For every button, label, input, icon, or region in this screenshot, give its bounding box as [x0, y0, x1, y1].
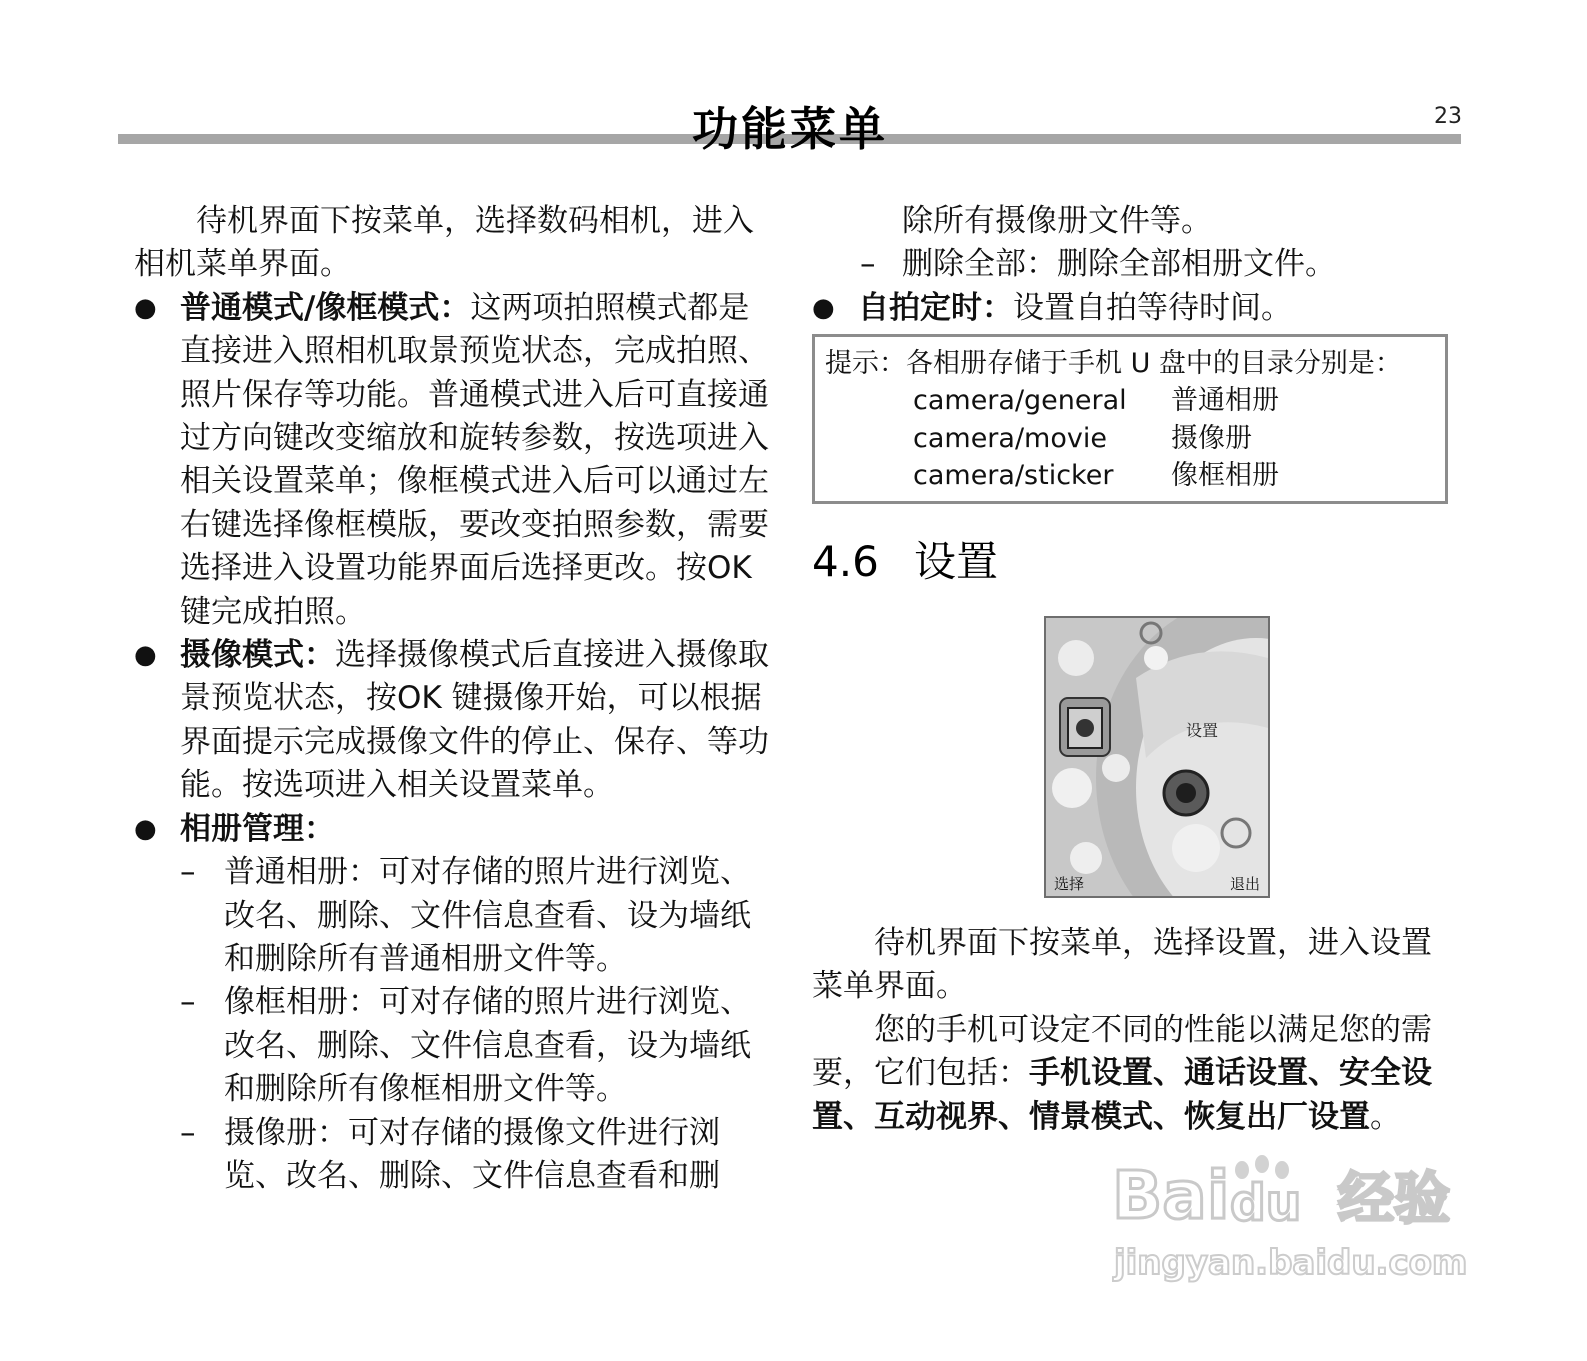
- page-title: 功能菜单: [692, 102, 888, 156]
- bullet-video-mode: [134, 634, 774, 808]
- settings-paragraph-2-lead: 您的手机可设定不同的性能以满足您的需要，它们包括：: [812, 1011, 1432, 1092]
- phone-settings-screenshot: [1044, 616, 1270, 898]
- section-number: 4.6: [812, 536, 879, 586]
- album-item-term: 普通相册：: [224, 854, 379, 891]
- album-item-video: [134, 1112, 774, 1199]
- album-item-text: 可对存储的照片进行浏览、改名、删除、文件信息查看、设为墙纸和删除所有普通相册文件等。: [224, 854, 751, 977]
- settings-paragraph-2-end: 。: [1370, 1098, 1401, 1135]
- tip-path: camera/general: [913, 385, 1127, 417]
- bullet-term: 自拍定时：: [858, 289, 1013, 326]
- dash-icon: –: [180, 984, 196, 1021]
- dash-icon: –: [180, 1114, 196, 1151]
- bullet-album-management: [134, 808, 774, 851]
- bullet-dot-icon: ●: [134, 292, 157, 323]
- baidu-jingyan-watermark: [1112, 1150, 1472, 1290]
- bullet-text: 这两项拍照模式都是直接进入照相机取景预览状态，完成拍照、照片保存等功能。普通模式进入后可直接通过方向键改变缩放和旋转参数，按选项进入相关设置菜单；像框模式进入后可以通过左右键选择像框模版，要改变拍照参数，需要选择进入设置功能界面后选择更改。按OK 键完成拍照。: [180, 289, 769, 630]
- bullet-dot-icon: ●: [134, 640, 157, 671]
- tip-row: [825, 382, 1435, 420]
- baidu-logo-icon: [1112, 1150, 1472, 1290]
- bullet-term: 摄像模式：: [180, 637, 335, 674]
- section-title: 设置: [914, 536, 999, 586]
- left-softkey[interactable]: 选择: [1054, 874, 1085, 893]
- album-item-text: 可对存储的照片进行浏览、改名、删除、文件信息查看，设为墙纸和删除所有像框相册文件等。: [224, 984, 751, 1108]
- bullet-text: 选择摄像模式后直接进入摄像取景预览状态，按OK 键摄像开始，可以根据界面提示完成摄像文件的停止、保存、等功能。按选项进入相关设置菜单。: [180, 637, 769, 804]
- menu-item-label: 设置: [1186, 721, 1219, 740]
- album-item-text: 可对存储的摄像文件进行浏览、改名、删除、文件信息查看和删: [224, 1114, 720, 1194]
- watermark-brand-du: du: [1230, 1174, 1302, 1232]
- settings-paragraph-2: [812, 1009, 1448, 1139]
- bullet-dot-icon: ●: [134, 813, 157, 844]
- delete-all-item: [812, 243, 1452, 286]
- album-item-term: 摄像册：: [224, 1114, 348, 1151]
- settings-menu-illustration: [1046, 618, 1268, 896]
- continuation-text: 除所有摄像册文件等。: [902, 203, 1212, 239]
- tip-path: camera/movie: [913, 422, 1107, 454]
- right-softkey[interactable]: 退出: [1229, 874, 1260, 893]
- tip-heading: 提示：各相册存储于手机 U 盘中的目录分别是：: [825, 348, 1402, 380]
- softkey-bar: [1046, 870, 1268, 896]
- watermark-brand-latin: Bai: [1112, 1157, 1230, 1234]
- settings-description: [812, 922, 1448, 1139]
- tip-album-name: 普通相册: [1171, 385, 1279, 417]
- left-column: [134, 200, 774, 1198]
- bullet-self-timer: [812, 287, 1452, 330]
- album-item-term: 像框相册：: [224, 984, 379, 1021]
- watermark-url: jingyan.baidu.com: [1114, 1243, 1468, 1283]
- bullet-term: 普通模式/像框模式：: [180, 289, 471, 326]
- delete-all-term: 删除全部：: [902, 246, 1057, 283]
- intro-paragraph: 待机界面下按菜单，选择数码相机，进入相机菜单界面。: [134, 203, 754, 283]
- bullet-term: 相册管理：: [180, 810, 335, 847]
- tip-album-name: 摄像册: [1171, 422, 1252, 454]
- page-number: 23: [1434, 104, 1462, 129]
- album-item-frame: [134, 981, 774, 1111]
- tip-row: [825, 420, 1435, 458]
- bullet-normal-frame-mode: [134, 287, 774, 634]
- dash-icon: –: [860, 246, 876, 283]
- dash-icon: –: [180, 854, 196, 891]
- tip-path: camera/sticker: [913, 460, 1114, 492]
- settings-list: 手机设置、通话设置、安全设置、互动视界、情景模式、恢复出厂设置: [812, 1055, 1432, 1135]
- section-heading: [812, 532, 1452, 592]
- right-column: [812, 200, 1452, 616]
- bullet-text: 设置自拍等待时间。: [1013, 289, 1292, 326]
- settings-paragraph-1: 待机界面下按菜单，选择设置，进入设置菜单界面。: [812, 925, 1432, 1005]
- tip-album-name: 像框相册: [1171, 460, 1279, 492]
- album-item-general: [134, 851, 774, 981]
- bullet-dot-icon: ●: [812, 292, 835, 323]
- watermark-brand-cn: 经验: [1338, 1167, 1450, 1232]
- tip-box: [812, 334, 1448, 504]
- tip-row: [825, 457, 1435, 495]
- delete-all-text: 删除全部相册文件。: [1057, 246, 1336, 283]
